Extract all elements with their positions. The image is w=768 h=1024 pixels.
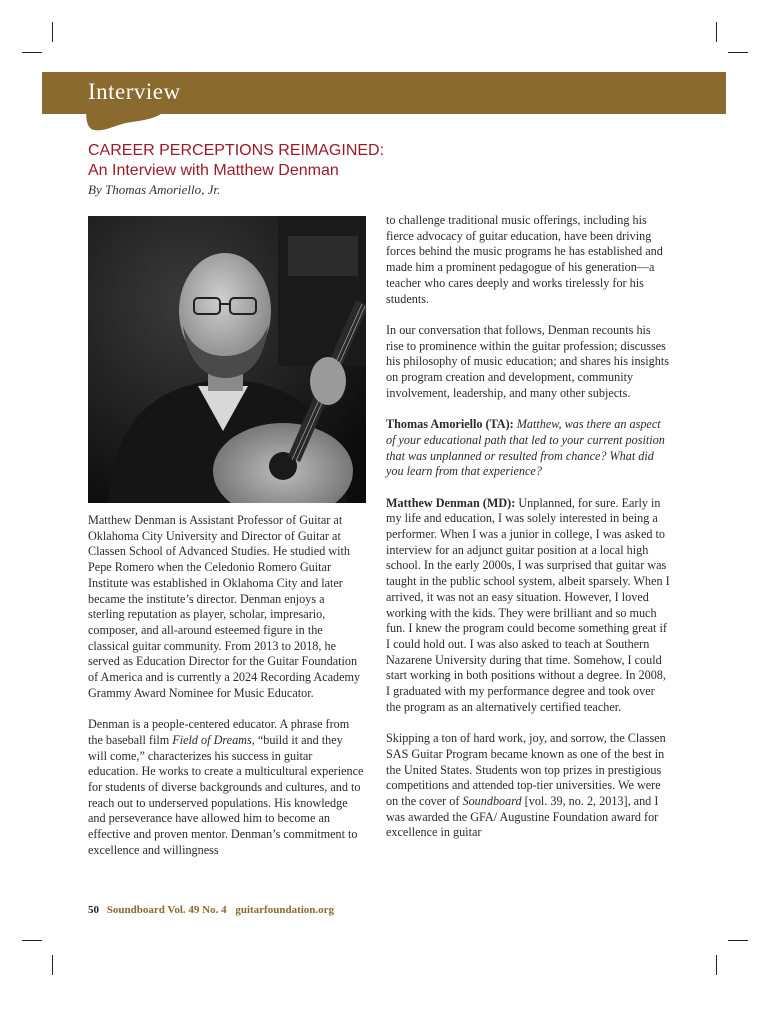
banner-tab-shape: [86, 110, 166, 134]
crop-mark: [52, 22, 53, 42]
byline: By Thomas Amoriello, Jr.: [88, 182, 221, 197]
bio-paragraph: Matthew Denman is Assistant Professor of Guitar at Oklahoma City University and Director of Guitar at Classen School of Advanced Studies. He studied with Pepe Romero when the Celedonio Romero Guitar Institute was established in Oklahoma City and later became the institute’s director. Denman enjoys a sterling reputation as player, scholar, impresario, composer, and all-around esteemed figure in the classical guitar community. From 2013 to 2018, he served as Education Director for the Guitar Foundation of America and is currently a 2024 Recording Academy Grammy Award Nominee for Music Educator.: [88, 513, 361, 700]
answer-paragraph: [386, 496, 670, 716]
left-column: [88, 513, 364, 874]
crop-mark: [52, 955, 53, 975]
interviewee-label: Matthew Denman (MD):: [386, 495, 516, 510]
article-title: CAREER PERCEPTIONS REIMAGINED:: [88, 142, 385, 159]
overview-paragraph: In our conversation that follows, Denman recounts his rise to prominence within the guitar profession; discusses his philosophy of music education; and shares his insights on program creation and development, community involvement, leadership, and many other subjects.: [386, 322, 669, 400]
page-footer: [88, 903, 334, 917]
article-subtitle: An Interview with Matthew Denman: [88, 162, 339, 179]
portrait-photo: [88, 216, 366, 503]
crop-mark: [728, 52, 748, 53]
intro-continued-paragraph: to challenge traditional music offerings, including his fierce advocacy of guitar education, have been driving forces behind the music programs he has established and made him a prominent pedagogue of his generation—a teacher who cares deeply and works tirelessly for his students.: [386, 213, 663, 306]
question-paragraph: [386, 417, 670, 480]
section-title: Interview: [88, 79, 181, 104]
crop-mark: [716, 22, 717, 42]
crop-mark: [22, 52, 42, 53]
answer-text: Unplanned, for sure. Early in my life and education, I was solely interested in being a performer. When I was a junior in college, I was asked to interview for an adjunct guitar position at a local high school. In the early 2000s, I was surprised that guitar was taught in the public school system, albeit sparsely. When I arrived, it was not an easy situation. However, I loved working with the kids. They were brilliant and so much fun. I knew the program could become something great if I could hold out. I was also asked to teach at Southern Nazarene University during that time. Somehow, I could start working in both positions without a degree. In 2008, I graduated with my performance degree and took over the program as an alternatively certified teacher.: [386, 495, 670, 714]
page-number: 50: [88, 904, 99, 916]
film-title: Field of Dreams: [172, 732, 252, 747]
crop-mark: [716, 955, 717, 975]
magazine-title: Soundboard: [462, 793, 522, 808]
crop-mark: [728, 940, 748, 941]
guitarist-illustration: [88, 216, 366, 503]
crop-mark: [22, 940, 42, 941]
section-banner: [42, 72, 726, 114]
website-link[interactable]: guitarfoundation.org: [235, 904, 335, 916]
intro-paragraph: Denman is a people-centered educator. A phrase from the baseball film Field of Dreams, “build it and they will come,” characterizes his success in guitar education. He works to create a multicultural experience for students of diverse backgrounds and cultures, and to reach out to underserved populations. His knowledge and perseverance have allowed him to become an effective and proven mentor. Denman’s commitment to excellence and willingness: [88, 717, 364, 857]
interviewer-label: Thomas Amoriello (TA):: [386, 417, 514, 432]
right-column: [386, 213, 670, 857]
answer-continued-paragraph: Skipping a ton of hard work, joy, and sorrow, the Classen SAS Guitar Program became known as one of the best in the United States. Students won top prizes in prestigious competitions and attended top-tier universities. We were on the cover of Soundboard [vol. 39, no. 2, 2013], and I was awarded the GFA/ Augustine Foundation award for excellence in guitar: [386, 731, 666, 840]
question-text: Matthew, was there an aspect of your educational path that led to your current position that was unplanned or resulted from chance? What did you learn from that experience?: [386, 417, 665, 479]
magazine-issue: Soundboard Vol. 49 No. 4: [106, 904, 227, 916]
